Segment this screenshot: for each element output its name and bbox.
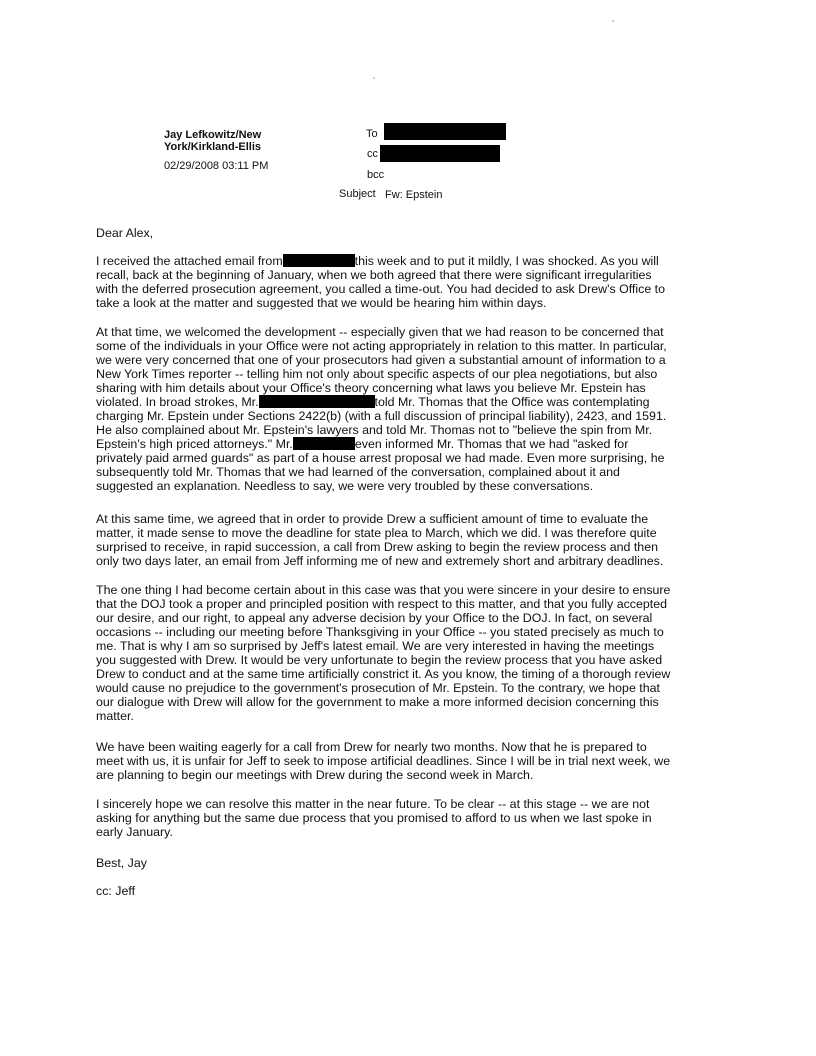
body-line-segment: Epstein's high priced attorneys." Mr.: [96, 437, 293, 451]
redacted-name-box: [293, 437, 355, 450]
body-line-segment: this week and to put it mildly, I was shocked. As you will: [354, 254, 659, 268]
body-line: occasions -- including our meeting before Thanksgiving in your Office -- you stated precisely as much to: [96, 625, 664, 639]
body-line: our desire, and our right, to appeal any adverse decision by your Office to the DOJ. In fact, on several: [96, 611, 653, 625]
redacted-name-box: [283, 254, 355, 267]
to-label: To: [366, 128, 378, 140]
scan-speck: [373, 77, 375, 79]
body-line-segment: told Mr. Thomas that the Office was contemplating: [374, 395, 650, 409]
scan-speck: [612, 20, 614, 22]
body-line: [96, 254, 659, 268]
body-line-segment: even informed Mr. Thomas that we had "asked for: [354, 437, 629, 451]
body-line: matter, it made sense to move the deadline for state plea to March, which we did. I was therefore quite: [96, 526, 657, 540]
subject-label: Subject: [339, 188, 376, 200]
body-line: New York Times reporter -- telling him not only about specific aspects of our plea negotiations, but also: [96, 367, 658, 381]
body-line: subsequently told Mr. Thomas that we had learned of the conversation, complained about it and: [96, 465, 620, 479]
body-line: sharing with him details about your Office's theory concerning what laws you believe Mr. Epstein has: [96, 381, 646, 395]
body-line: matter.: [96, 709, 134, 723]
cc-label: cc: [367, 148, 378, 160]
body-line: are planning to begin our meetings with Drew during the second week in March.: [96, 768, 534, 782]
sender-name-line2: York/Kirkland-Ellis: [164, 141, 261, 153]
body-line: Drew to conduct and at the same time artificially constrict it. As you know, the timing of a thorough review: [96, 667, 671, 681]
body-line: surprised to receive, in rapid succession, a call from Drew asking to begin the review process and then: [96, 540, 658, 554]
closing: Best, Jay: [96, 856, 147, 870]
body-line: meet with us, it is unfair for Jeff to seek to impose artificial deadlines. Since I will be in trial next week, we: [96, 754, 671, 768]
body-line: charging Mr. Epstein under Sections 2422(b) (with a full discussion of principal liability), 2423, and 1591.: [96, 409, 667, 423]
body-line: At this same time, we agreed that in order to provide Drew a sufficient amount of time to evaluate the: [96, 512, 649, 526]
body-line-segment: violated. In broad strokes, Mr.: [96, 395, 259, 409]
body-line: privately paid armed guards" as part of a house arrest proposal we had made. Even more surprising, he: [96, 451, 665, 465]
body-line: take a look at the matter and suggested that we would be hearing him within days.: [96, 296, 547, 310]
body-line: The one thing I had become certain about in this case was that you were sincere in your desire to ensure: [96, 583, 671, 597]
body-line: me. That is why I am so surprised by Jeff's latest email. We are very interested in having the meetings: [96, 639, 655, 653]
cc-redaction-box: [380, 145, 500, 162]
body-line: At that time, we welcomed the development -- especially given that we had reason to be concerned that: [96, 325, 664, 339]
cc-line: cc: Jeff: [96, 884, 136, 898]
body-line: suggested an explanation. Needless to say, we were very troubled by these conversations.: [96, 479, 594, 493]
sent-datetime: 02/29/2008 03:11 PM: [164, 160, 269, 172]
body-line: recall, back at the beginning of January, when we both agreed that there were significant irregularities: [96, 268, 652, 282]
body-line: only two days later, an email from Jeff informing me of new and extremely short and arbitrary deadlines.: [96, 554, 664, 568]
body-line: asking for anything but the same due process that you promised to afford to us when we last spoke in: [96, 811, 652, 825]
body-line-segment: I received the attached email from: [96, 254, 283, 268]
body-line: that the DOJ took a proper and principled position with respect to this matter, and that you fully accepted: [96, 597, 667, 611]
body-line: I sincerely hope we can resolve this matter in the near future. To be clear -- at this stage -- we are not: [96, 797, 650, 811]
subject-value: Fw: Epstein: [385, 189, 443, 201]
body-line: early January.: [96, 825, 173, 839]
body-line: we were very concerned that one of your prosecutors had given a substantial amount of information to a: [96, 353, 666, 367]
body-line: He also complained about Mr. Epstein's lawyers and told Mr. Thomas not to "believe the spin from Mr.: [96, 423, 653, 437]
redacted-name-box: [259, 395, 375, 408]
salutation: Dear Alex,: [96, 226, 154, 240]
body-line: We have been waiting eagerly for a call from Drew for nearly two months. Now that he is prepared to: [96, 740, 647, 754]
body-line: would cause no prejudice to the government's prosecution of Mr. Epstein. To the contrary, we hope that: [96, 681, 660, 695]
body-line: you suggested with Drew. It would be very unfortunate to begin the review process that you have asked: [96, 653, 663, 667]
body-line: [96, 395, 650, 409]
body-line: some of the individuals in your Office were not acting appropriately in relation to this matter. In particular,: [96, 339, 667, 353]
to-redaction-box: [384, 123, 506, 140]
sender-name-line1: Jay Lefkowitz/New: [164, 129, 262, 141]
body-line: with the deferred prosecution agreement, you called a time-out. You had decided to ask Drew's Office to: [96, 282, 665, 296]
body-line: our dialogue with Drew will allow for the government to make a more informed decision concerning this: [96, 695, 659, 709]
bcc-label: bcc: [367, 169, 385, 181]
body-line: [96, 437, 628, 451]
